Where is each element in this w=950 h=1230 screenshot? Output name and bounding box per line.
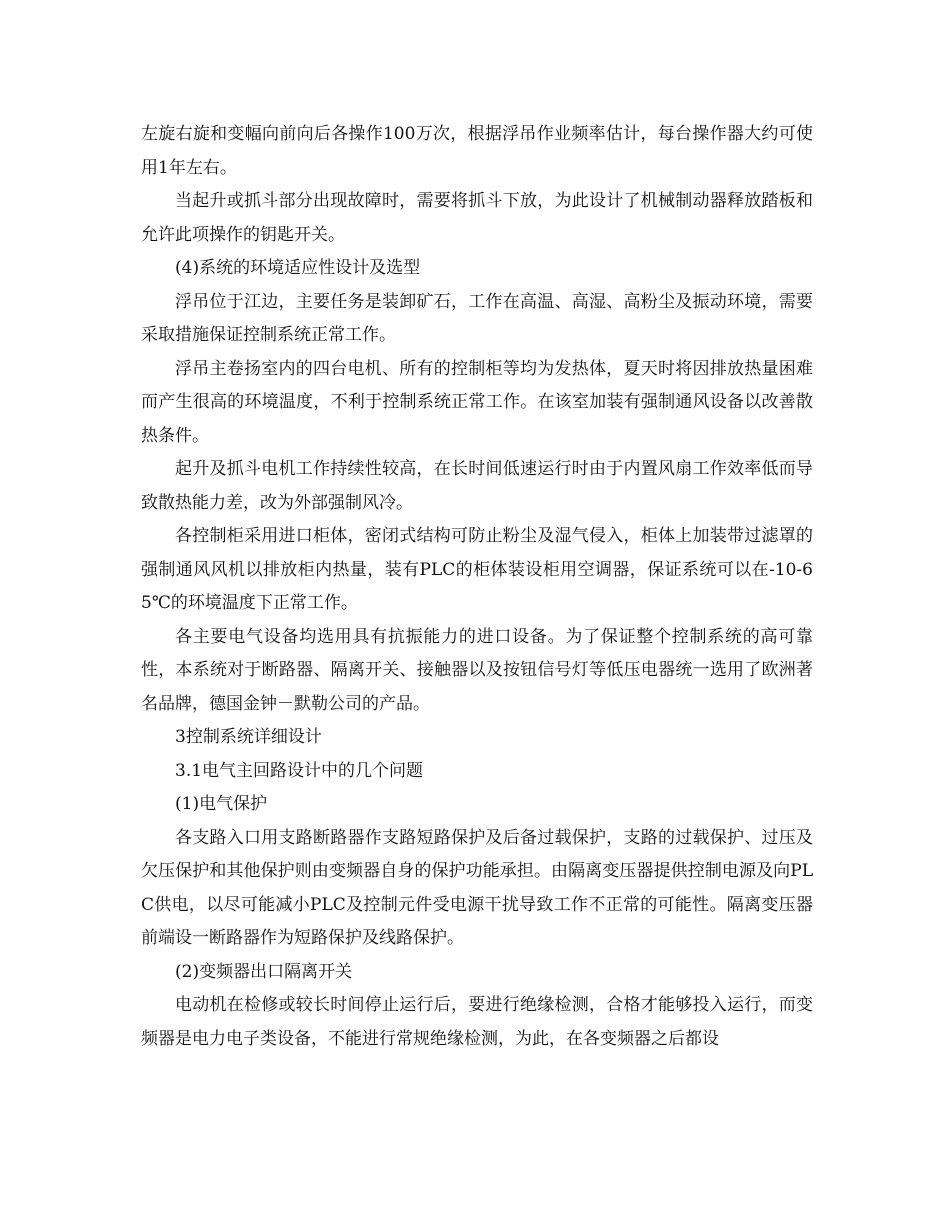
paragraph: 各控制柜采用进口柜体，密闭式结构可防止粉尘及湿气侵入，柜体上加装带过滤罩的强制通风风机以排放柜内热量，装有PLC的柜体装设柜用空调器，保证系统可以在-10-65℃的环境温度下正常工作。 <box>141 526 813 613</box>
section-heading: 3控制系统详细设计 <box>175 727 322 747</box>
item-heading: (1)电气保护 <box>175 794 268 814</box>
paragraph: 电动机在检修或较长时间停止运行后，要进行绝缘检测，合格才能够投入运行，而变频器是电力电子类设备，不能进行常规绝缘检测，为此，在各变频器之后都设 <box>141 995 813 1049</box>
section-heading: (4)系统的环境适应性设计及选型 <box>175 258 421 278</box>
paragraph: 浮吊主卷扬室内的四台电机、所有的控制柜等均为发热体，夏天时将因排放热量困难而产生很高的环境温度，不利于控制系统正常工作。在该室加装有强制通风设备以改善散热条件。 <box>141 358 813 446</box>
paragraph: 各支路入口用支路断路器作支路短路保护及后备过载保护，支路的过载保护、过压及欠压保护和其他保护则由变频器自身的保护功能承担。由隔离变压器提供控制电源及向PLC供电，以尽可能减小PLC及控制元件受电源干扰导致工作不正常的可能性。隔离变压器前端设一断路器作为短路保护及线路保护。 <box>141 827 813 948</box>
paragraph: 左旋右旋和变幅向前向后各操作100万次，根据浮吊作业频率估计，每台操作器大约可使用1年左右。 <box>141 124 813 178</box>
subsection-heading: 3.1电气主回路设计中的几个问题 <box>175 760 424 781</box>
paragraph: 各主要电气设备均选用具有抗振能力的进口设备。为了保证整个控制系统的高可靠性，本系统对于断路器、隔离开关、接触器以及按钮信号灯等低压电器统一选用了欧洲著名品牌，德国金钟－默勒公司的产品。 <box>141 626 813 714</box>
item-heading: (2)变频器出口隔离开关 <box>175 961 353 982</box>
paragraph: 浮吊位于江边，主要任务是装卸矿石，工作在高温、高湿、高粉尘及振动环境，需要采取措施保证控制系统正常工作。 <box>141 291 813 345</box>
paragraph: 起升及抓斗电机工作持续性较高，在长时间低速运行时由于内置风扇工作效率低而导致散热能力差，改为外部强制风冷。 <box>141 459 813 513</box>
document-body <box>141 118 813 1056</box>
paragraph: 当起升或抓斗部分出现故障时，需要将抓斗下放，为此设计了机械制动器释放踏板和允许此项操作的钥匙开关。 <box>141 191 813 245</box>
